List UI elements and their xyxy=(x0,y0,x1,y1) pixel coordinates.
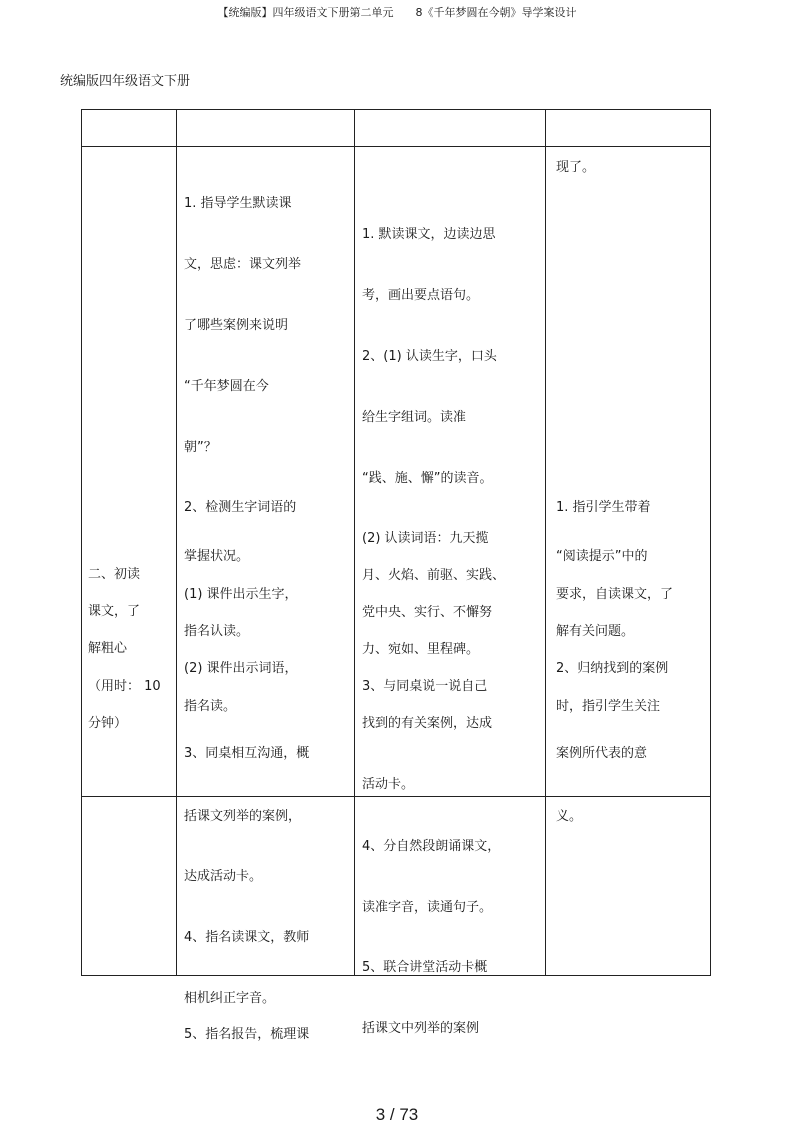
table-cell-line: 括课文列举的案例， xyxy=(184,809,302,824)
table-cell-line: 3、同桌相互沟通，概 xyxy=(184,746,310,761)
overflow-line: 相机纠正字音。 xyxy=(184,991,276,1006)
table-cell-line: 要求，自读课文，了 xyxy=(556,587,674,602)
table-cell-line: 1. 默读课文，边读边思 xyxy=(362,227,496,242)
table-cell-line: 课文，了 xyxy=(88,604,141,619)
table-cell-line: 找到的有关案例，达成 xyxy=(362,716,493,731)
table-cell-line: 了哪些案例来说明 xyxy=(184,318,289,333)
table-cell-line: 解粗心 xyxy=(88,641,128,656)
table-cell-line: 5、联合讲堂活动卡概 xyxy=(362,960,488,975)
table-cell-line: “阅读提示”中的 xyxy=(556,549,648,564)
table-cell-line: 4、指名读课文，教师 xyxy=(184,930,310,945)
table-cell-line: 二、初读 xyxy=(88,567,141,582)
table-cell-line: (1) 课件出示生字， xyxy=(184,587,298,602)
table-cell-line: 党中央、实行、不懈努 xyxy=(362,605,493,620)
table-cell-line: 时，指引学生关注 xyxy=(556,699,661,714)
table-cell-line: 读准字音，读通句子。 xyxy=(362,900,493,915)
table-cell-line: 给生字组词。读准 xyxy=(362,410,467,425)
table-cell-line: 2、(1) 认读生字，口头 xyxy=(362,349,497,364)
table-cell-line: 指名读。 xyxy=(184,699,237,714)
table-cell-line: (2) 课件出示词语， xyxy=(184,661,298,676)
table-cell-line: “践、施、懈”的读音。 xyxy=(362,471,493,486)
table-cell-line: “千年梦圆在今 xyxy=(184,379,269,394)
table-cell-line: 达成活动卡。 xyxy=(184,869,263,884)
table-cell-line: 义。 xyxy=(556,809,583,824)
overflow-line: 5、指名报告，梳理课 xyxy=(184,1027,310,1042)
table-cell-line: 掌握状况。 xyxy=(184,549,250,564)
table-cell-line: 2、归纳找到的案例 xyxy=(556,661,669,676)
table-cell-line: 朝”？ xyxy=(184,440,217,455)
table-cell-line: 4、分自然段朗诵课文， xyxy=(362,839,501,854)
table-cell-line: 分钟） xyxy=(88,716,128,731)
table-cell-line: 指名认读。 xyxy=(184,624,250,639)
table-cell-line: 月、火焰、前驱、实践、 xyxy=(362,568,506,583)
table-cell-line: 现了。 xyxy=(556,160,596,175)
table-cell-line: 案例所代表的意 xyxy=(556,746,648,761)
page-header: 【统编版】四年级语文下册第二单元 8《千年梦圆在今朝》导学案设计 xyxy=(217,6,577,19)
overflow-line: 括课文中列举的案例 xyxy=(362,1021,480,1036)
table-cell-line: （用时： 10 xyxy=(88,679,161,694)
table-cell-line: 文，思虑：课文列举 xyxy=(184,257,302,272)
table-cell-line: 1. 指引学生带着 xyxy=(556,500,651,515)
table-cell-line: 3、与同桌说一说自己 xyxy=(362,679,488,694)
document-subtitle: 统编版四年级语文下册 xyxy=(60,74,191,89)
table-cell-line: 解有关问题。 xyxy=(556,624,635,639)
table-cell-line: 2、检测生字词语的 xyxy=(184,500,297,515)
table-cell-line: 考，画出要点语句。 xyxy=(362,288,480,303)
table-cell-line: 力、宛如、里程碑。 xyxy=(362,642,480,657)
table-cell-line: 1. 指导学生默读课 xyxy=(184,196,292,211)
table-cell-line: (2) 认读词语：九天揽 xyxy=(362,531,489,546)
page-number: 3 / 73 xyxy=(375,1105,419,1124)
table-cell-line: 活动卡。 xyxy=(362,777,415,792)
